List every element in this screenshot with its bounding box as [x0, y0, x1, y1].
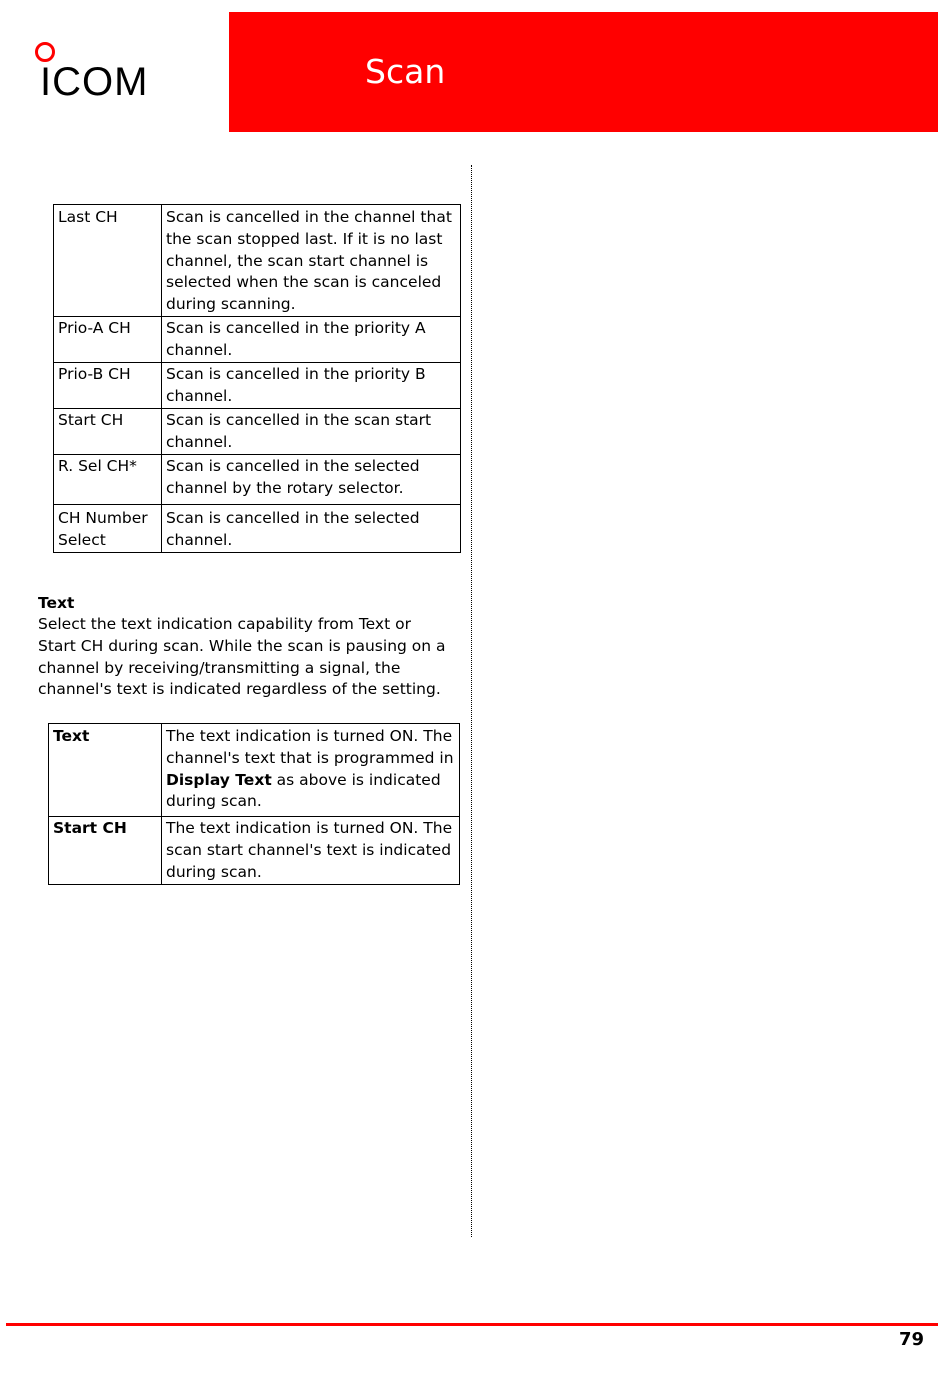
icom-logo [34, 40, 156, 100]
table-row [49, 817, 460, 885]
table-row [54, 504, 461, 552]
option-description: The text indication is turned ON. The scan start channel's text is indicated during scan. [162, 817, 460, 885]
scan-cancel-table [53, 204, 461, 553]
table-row [54, 454, 461, 504]
setting-name: R. Sel CH* [54, 454, 162, 504]
setting-description: Scan is cancelled in the channel that the scan stopped last. If it is no last channel, the scan start channel is selected when the scan is canceled during scanning. [162, 205, 461, 317]
option-description [162, 724, 460, 817]
page-number: 79 [898, 1329, 924, 1350]
page-title: Scan [365, 52, 446, 91]
setting-name: Prio-A CH [54, 316, 162, 362]
description-emphasis: Display Text [166, 770, 272, 789]
setting-name: Prio-B CH [54, 362, 162, 408]
text-indication-table [48, 723, 460, 885]
header-banner [229, 12, 938, 132]
setting-description: Scan is cancelled in the selected channel by the rotary selector. [162, 454, 461, 504]
option-name: Text [49, 724, 162, 817]
table-row [54, 408, 461, 454]
setting-name: Last CH [54, 205, 162, 317]
description-text: The text indication is turned ON. The channel's text that is programmed in [166, 727, 454, 767]
setting-name: CH Number Select [54, 504, 162, 552]
description-text: as above is indicated during scan. [166, 770, 441, 811]
setting-description: Scan is cancelled in the priority B channel. [162, 362, 461, 408]
table-row [54, 316, 461, 362]
column-divider [471, 165, 472, 1237]
table-row [54, 362, 461, 408]
table-row [49, 724, 460, 817]
setting-description: Scan is cancelled in the scan start channel. [162, 408, 461, 454]
option-name: Start CH [49, 817, 162, 885]
setting-description: Scan is cancelled in the priority A channel. [162, 316, 461, 362]
setting-name: Start CH [54, 408, 162, 454]
logo-text: ICOM [40, 60, 149, 100]
footer-rule [6, 1323, 938, 1326]
icom-logo-mark [34, 40, 156, 100]
section-body-text: Select the text indication capability from Text or Start CH during scan. While the scan is pausing on a channel by receiving/transmitting a signal, the channel's text is indicated regardless of the setting. [38, 615, 446, 699]
table-row [54, 205, 461, 317]
setting-description: Scan is cancelled in the selected channel. [162, 504, 461, 552]
section-heading-text: Text [38, 594, 75, 612]
